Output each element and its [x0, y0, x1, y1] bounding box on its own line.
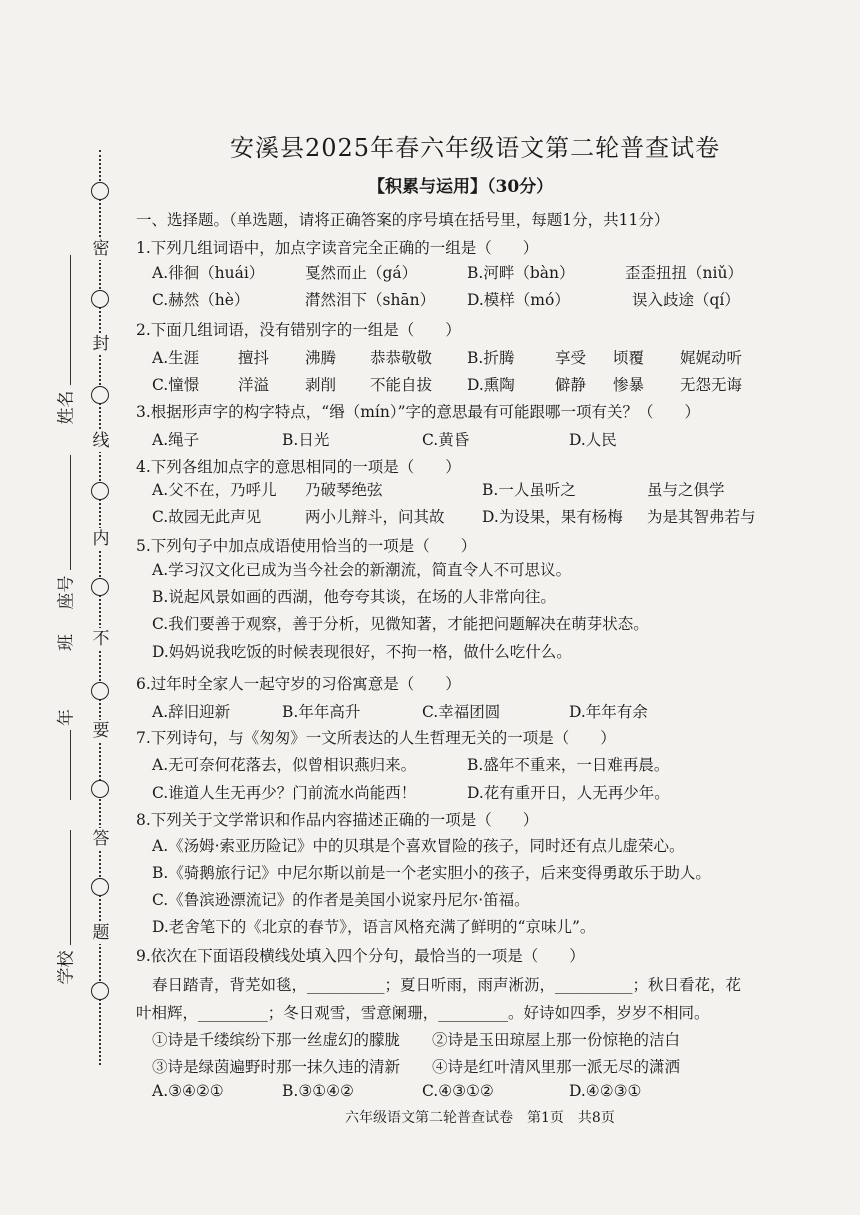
- binding-circle-icon: [91, 290, 109, 308]
- option: B.一人虽听之: [482, 481, 576, 499]
- option: A.徘徊（huái）: [152, 264, 265, 282]
- option: A.学习汉文化已成为当今社会的新潮流，简直令人不可思议。: [152, 561, 572, 579]
- option: 戛然而止（gá）: [305, 264, 418, 282]
- option: B.河畔（bàn）: [467, 264, 575, 282]
- option: 无怨无诲: [680, 376, 743, 394]
- option: 乃破琴绝弦: [305, 481, 383, 499]
- option: B.《骑鹅旅行记》中尼尔斯以前是一个老实胆小的孩子，后来变得勇敢乐于助人。: [152, 864, 711, 882]
- option: A.父不在，乃呼儿: [152, 481, 277, 499]
- option: D.人民: [569, 431, 617, 449]
- grade-blank[interactable]: [70, 730, 71, 800]
- option: 误入歧途（qí）: [632, 291, 740, 309]
- option: 歪歪扭扭（niǔ）: [625, 264, 743, 282]
- option: D.老舍笔下的《北京的春节》，语言风格充满了鲜明的“京味儿”。: [152, 918, 596, 936]
- seal-char: 线: [88, 430, 114, 452]
- seat-label: 座号: [56, 575, 77, 610]
- option: C.幸福团圆: [422, 703, 501, 721]
- name-blank[interactable]: [70, 255, 71, 385]
- seal-char: 封: [88, 333, 114, 355]
- option: A.生涯: [152, 349, 200, 367]
- option: A.《汤姆·索亚历险记》中的贝琪是个喜欢冒险的孩子，同时还有点儿虚荣心。: [152, 837, 685, 855]
- binding-circle-icon: [91, 386, 109, 404]
- question-stem: 8.下列关于文学常识和作品内容描述正确的一项是（ ）: [136, 811, 539, 829]
- question-stem: 2.下面几组词语，没有错别字的一组是（ ）: [136, 321, 461, 339]
- option: 沸腾: [305, 349, 337, 367]
- option: D.花有重开日，人无再少年。: [467, 784, 670, 802]
- question-stem: 1.下列几组词语中，加点字读音完全正确的一组是（ ）: [136, 239, 539, 257]
- option: 虽与之俱学: [647, 481, 725, 499]
- passage-line: 叶相辉，_________；冬日观雪，雪意阑珊，_________。好诗如四季，岁岁不相同。: [136, 1004, 710, 1022]
- question-stem: 7.下列诗句，与《匆匆》一文所表达的人生哲理无关的一项是（ ）: [136, 729, 616, 747]
- seat-blank[interactable]: [70, 455, 71, 570]
- option: A.绳子: [152, 431, 200, 449]
- seal-char: 要: [88, 720, 114, 742]
- option: B.说起风景如画的西湖，他夸夸其谈，在场的人非常向往。: [152, 588, 556, 606]
- grade-label: 年: [56, 709, 77, 726]
- seal-char: 答: [88, 828, 114, 850]
- binding-circle-icon: [91, 578, 109, 596]
- option: 为是其智弗若与: [647, 508, 756, 526]
- binding-circle-icon: [91, 182, 109, 200]
- seal-char: 内: [88, 528, 114, 550]
- option: C.谁道人生无再少？门前流水尚能西！: [152, 784, 417, 802]
- seal-char: 密: [88, 238, 114, 260]
- clause: ④诗是红叶清风里那一派无尽的潇洒: [432, 1058, 681, 1076]
- question-stem: 6.过年时全家人一起守岁的习俗寓意是（ ）: [136, 675, 461, 693]
- name-label: 姓名: [56, 390, 77, 425]
- question-stem: 5.下列句子中加点成语使用恰当的一项是（ ）: [136, 537, 477, 555]
- option: 擅抖: [238, 349, 270, 367]
- question-stem: 3.根据形声字的构字特点，“缗（mín）”字的意思最有可能跟哪一项有关？（ ）: [136, 403, 701, 421]
- option: B.日光: [282, 431, 330, 449]
- option: 洋溢: [238, 376, 270, 394]
- passage-line: 春日踏青，背芜如毯，__________；夏日听雨，雨声淅沥，__________；秋日看花，花: [152, 976, 742, 994]
- option: 潸然泪下（shān）: [305, 291, 436, 309]
- option: D.妈妈说我吃饭的时候表现很好，不拘一格，做什么吃什么。: [152, 643, 572, 661]
- option: D.熏陶: [467, 376, 515, 394]
- option: A.③④②①: [152, 1082, 224, 1100]
- binding-circle-icon: [91, 878, 109, 896]
- binding-circle-icon: [91, 682, 109, 700]
- option: 惨暴: [613, 376, 645, 394]
- page-title: 安溪县2025年春六年级语文第二轮普查试卷: [230, 134, 721, 162]
- option: C.赫然（hè）: [152, 291, 250, 309]
- option: C.故园无此声见: [152, 508, 262, 526]
- option: B.③①④②: [282, 1082, 354, 1100]
- option: 剥削: [305, 376, 337, 394]
- seal-char: 不: [88, 628, 114, 650]
- clause: ②诗是玉田琼屋上那一份惊艳的洁白: [432, 1031, 681, 1049]
- option: C.憧憬: [152, 376, 200, 394]
- option: B.盛年不重来，一日难再晨。: [467, 756, 670, 774]
- option: C.④③①②: [422, 1082, 494, 1100]
- clause: ③诗是绿茵遍野时那一抹久违的清新: [152, 1058, 401, 1076]
- section-title: 【积累与运用】（30分）: [368, 177, 554, 197]
- option: D.模样（mó）: [467, 291, 570, 309]
- option: B.年年高升: [282, 703, 361, 721]
- option: 娓娓动听: [680, 349, 743, 367]
- option: D.年年有余: [569, 703, 648, 721]
- seal-char: 题: [88, 922, 114, 944]
- option: 顷覆: [613, 349, 645, 367]
- option: C.我们要善于观察，善于分析，见微知著，才能把问题解决在萌芽状态。: [152, 615, 649, 633]
- option: A.无可奈何花落去，似曾相识燕归来。: [152, 756, 417, 774]
- option: 享受: [555, 349, 587, 367]
- option: D.为设果，果有杨梅: [482, 508, 623, 526]
- school-label: 学校: [56, 950, 77, 985]
- class-label: 班: [56, 634, 77, 651]
- binding-circle-icon: [91, 482, 109, 500]
- option: C.黄昏: [422, 431, 470, 449]
- option: 两小儿辩斗，问其故: [305, 508, 445, 526]
- option: 恭恭敬敬: [370, 349, 433, 367]
- option: 不能自拔: [370, 376, 433, 394]
- school-blank[interactable]: [70, 830, 71, 945]
- option: A.辞旧迎新: [152, 703, 231, 721]
- part-heading: 一、选择题。（单选题，请将正确答案的序号填在括号里，每题1分，共11分）: [136, 211, 670, 229]
- option: 僻静: [555, 376, 587, 394]
- page-footer: 六年级语文第二轮普查试卷 第1页 共8页: [345, 1110, 615, 1126]
- binding-circle-icon: [91, 780, 109, 798]
- seal-binding-strip: [84, 150, 118, 1065]
- question-stem: 4.下列各组加点字的意思相同的一项是（ ）: [136, 458, 461, 476]
- question-stem: 9.依次在下面语段横线处填入四个分句，最恰当的一项是（ ）: [136, 947, 585, 965]
- clause: ①诗是千缕缤纷下那一丝虚幻的朦胧: [152, 1031, 401, 1049]
- binding-circle-icon: [91, 982, 109, 1000]
- option: C.《鲁滨逊漂流记》的作者是美国小说家丹尼尔·笛福。: [152, 891, 530, 909]
- option: D.④②③①: [569, 1082, 642, 1100]
- option: B.折腾: [467, 349, 515, 367]
